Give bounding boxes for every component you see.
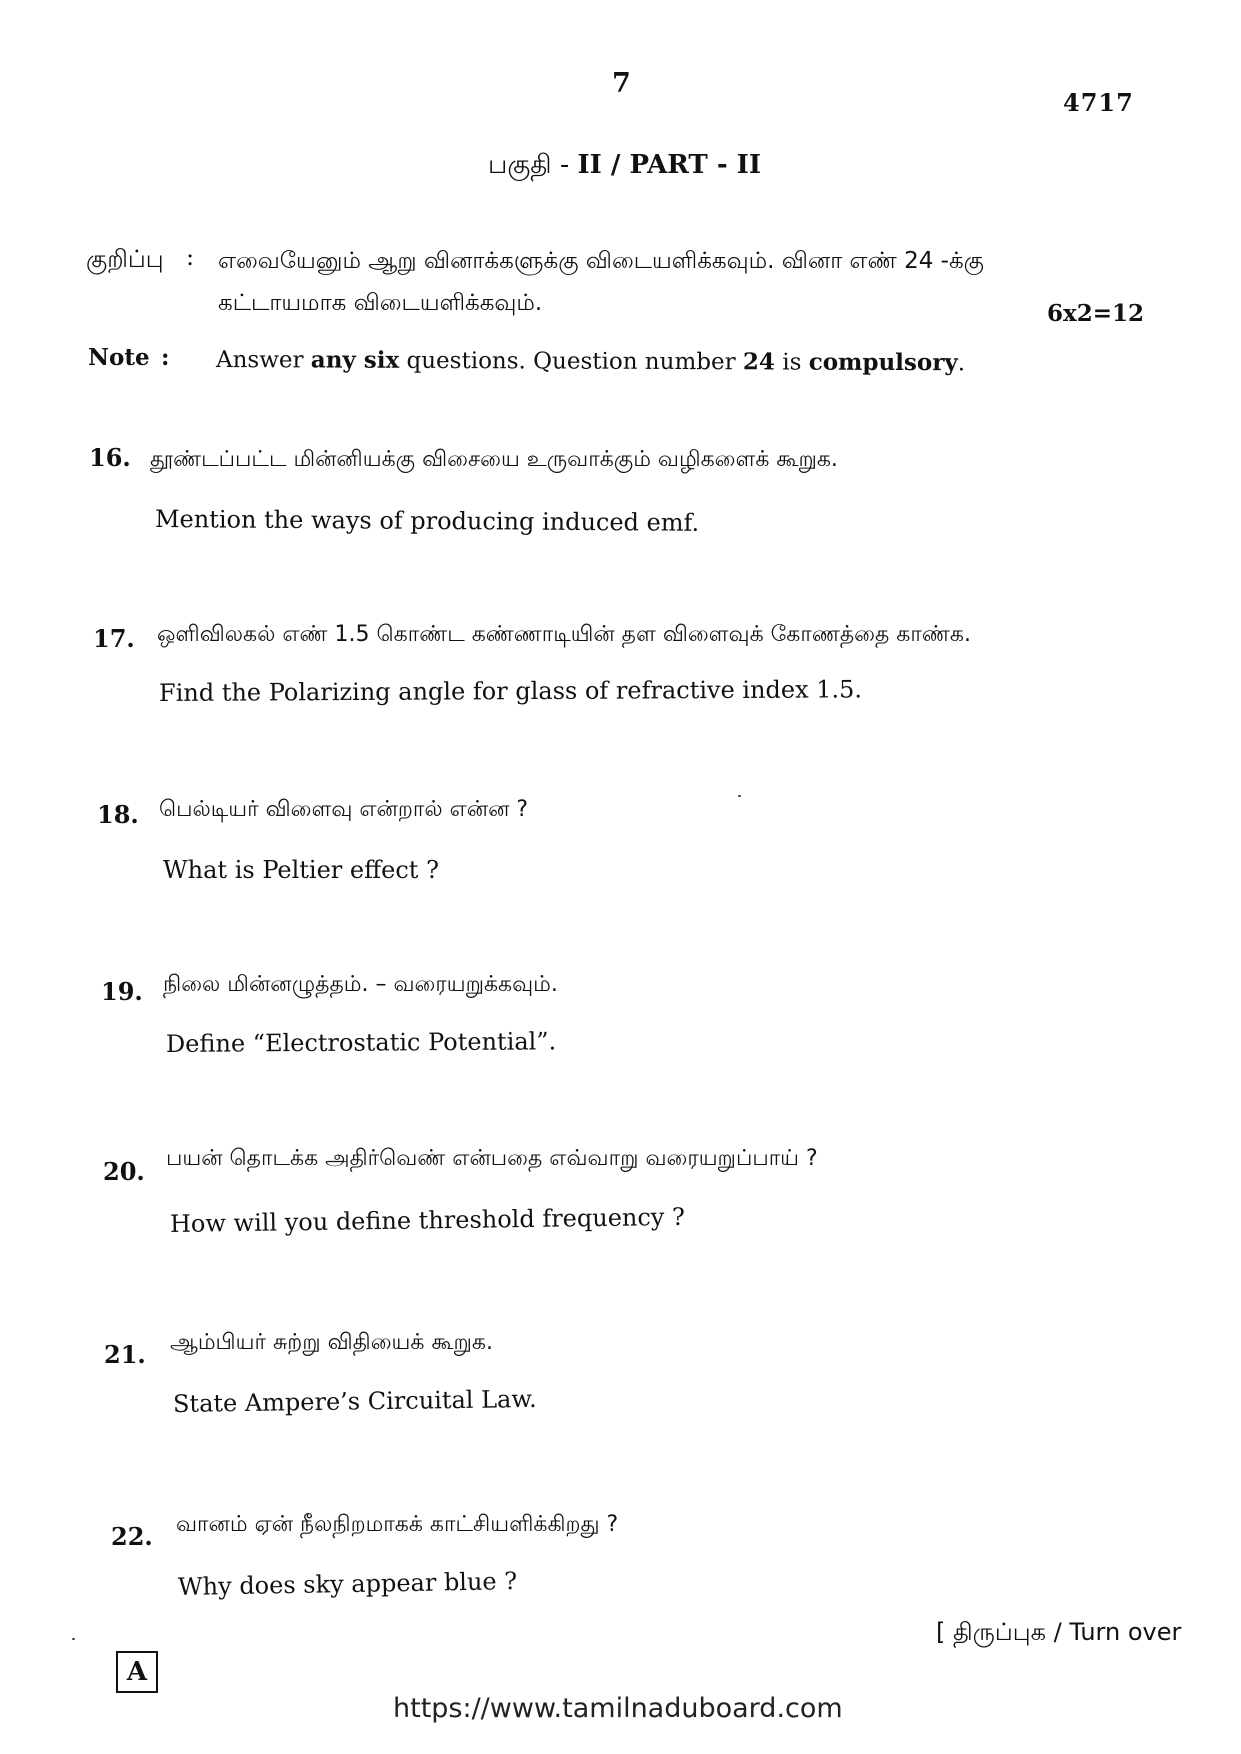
part-heading-tamil: பகுதி - <box>488 150 578 180</box>
instruction-tamil-colon: : <box>186 243 195 271</box>
question-english: Mention the ways of producing induced emf. <box>154 505 700 537</box>
part-heading <box>488 150 761 183</box>
website-url: https://www.tamilnaduboard.com <box>393 1693 843 1724</box>
question-english: What is Peltier effect ? <box>163 856 439 884</box>
instruction-tamil-line2: கட்டாயமாக விடையளிக்கவும். <box>218 290 543 316</box>
question-number: 17. <box>93 624 135 653</box>
note-emphasis: any six <box>310 346 400 374</box>
question-number: 22. <box>111 1522 153 1551</box>
series-box: A <box>116 1651 158 1693</box>
question-tamil: ஆம்பியர் சுற்று விதியைக் கூறுக. <box>170 1330 493 1355</box>
turn-over-note: [ திருப்புக / Turn over <box>936 1618 1182 1646</box>
question-tamil: வானம் ஏன் நீலநிறமாகக் காட்சியளிக்கிறது ? <box>176 1512 619 1537</box>
question-english: Find the Polarizing angle for glass of refractive index 1.5. <box>158 675 863 707</box>
page-number: 7 <box>612 68 631 99</box>
question-english: State Ampere’s Circuital Law. <box>172 1384 537 1418</box>
note-part: questions. Question number <box>399 347 743 376</box>
question-number: 19. <box>101 977 143 1006</box>
note-text <box>216 346 965 376</box>
question-tamil: ஒளிவிலகல் எண் 1.5 கொண்ட கண்ணாடியின் தள விளைவுக் கோணத்தை காண்க. <box>157 622 971 647</box>
question-english: Why does sky appear blue ? <box>177 1567 518 1601</box>
question-tamil: தூண்டப்பட்ட மின்னியக்கு விசையை உருவாக்கும் வழிகளைக் கூறுக. <box>150 447 838 472</box>
note-emphasis: 24 <box>742 348 776 376</box>
scan-speck <box>738 795 741 797</box>
note-colon: : <box>161 344 170 371</box>
question-english: Define “Electrostatic Potential”. <box>165 1027 557 1058</box>
instruction-tamil-line1: எவையேனும் ஆறு வினாக்களுக்கு விடையளிக்கவும். வினா எண் 24 -க்கு <box>218 248 984 274</box>
question-number: 21. <box>104 1340 146 1369</box>
question-tamil: பெல்டியர் விளைவு என்றால் என்ன ? <box>159 797 529 822</box>
question-tamil: நிலை மின்னழுத்தம். – வரையறுக்கவும். <box>163 972 558 997</box>
note-part: Answer <box>215 347 311 374</box>
note-part: is <box>774 349 809 376</box>
paper-code: 4717 <box>1063 88 1134 117</box>
note-label: Note <box>88 344 150 371</box>
instruction-tamil-label: குறிப்பு <box>86 245 164 273</box>
question-number: 18. <box>97 800 139 829</box>
note-part: . <box>957 350 966 377</box>
part-heading-rest: II / PART - II <box>577 150 761 180</box>
note-emphasis: compulsory <box>808 348 958 377</box>
question-number: 20. <box>103 1157 145 1186</box>
question-english: How will you define threshold frequency ? <box>169 1202 686 1238</box>
question-number: 16. <box>89 443 131 472</box>
question-tamil: பயன் தொடக்க அதிர்வெண் என்பதை எவ்வாறு வரையறுப்பாய் ? <box>166 1146 818 1171</box>
marks-allocation: 6x2=12 <box>1047 300 1144 327</box>
scan-speck <box>72 1638 75 1640</box>
